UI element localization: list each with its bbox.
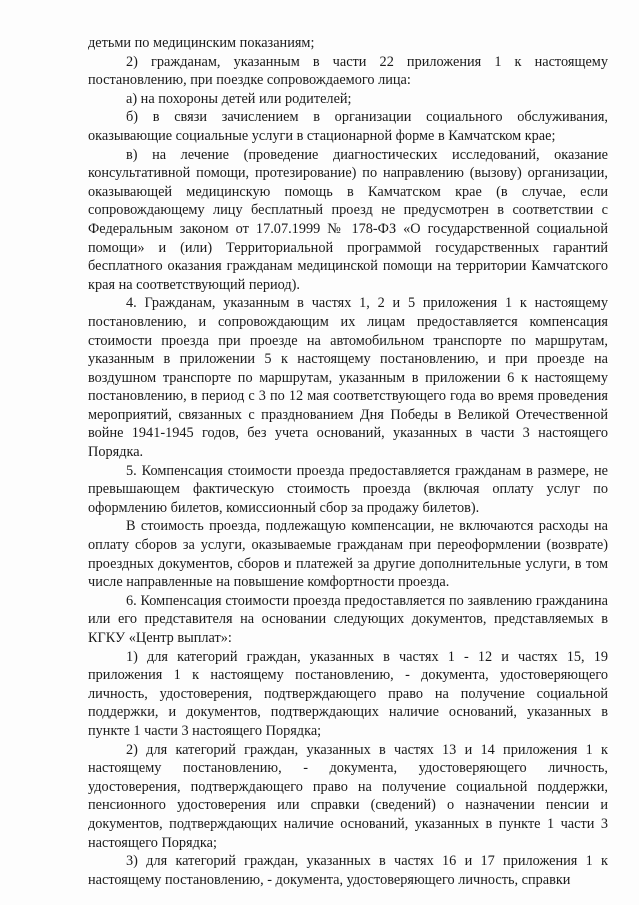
paragraph-section-6-item-1: 1) для категорий граждан, указанных в частях 1 - 12 и частях 15, 19 приложения 1 к настоящему постановлению, - документа, удостоверяющего личность, удостоверения, подтверждающего право на получение социальной поддержки, и документов, подтверждающих наличие оснований, указанных в пункте 1 части 3 настоящего Порядка; — [88, 648, 608, 739]
paragraph-section-4: 4. Гражданам, указанным в частях 1, 2 и 5 приложения 1 к настоящему постановлению, и сопровождающим их лицам предоставляется компенсация стоимости проезда при проезде на автомобильном транспорте по маршрутам, указанным в приложении 5 к настоящему постановлению, и при проезде на воздушном транспорте по маршрутам, указанным в приложении 6 к настоящему постановлению, в период с 3 по 12 мая соответствующего года во время проведения мероприятий, связанных с празднованием Дня Победы в Великой Отечественной войне 1941-1945 годов, без учета оснований, указанных в части 3 настоящего Порядка. — [88, 295, 608, 461]
paragraph-subitem-b: б) в связи зачислением в организации социального обслуживания, оказывающие социальные услуги в стационарной форме в Камчатском крае; — [88, 109, 608, 144]
paragraph-subitem-a: а) на похороны детей или родителей; — [126, 90, 352, 107]
paragraph-section-6-item-2: 2) для категорий граждан, указанных в частях 13 и 14 приложения 1 к настоящему постановлению, - документа, удостоверяющего личность, удостоверения, подтверждающего право на получение социальной поддержки, пенсионного удостоверения или справки (сведений) о назначении пенсии и документов, подтверждающих наличие оснований, указанных в пункте 1 части 3 настоящего Порядка; — [88, 741, 608, 851]
document-body — [88, 34, 608, 889]
paragraph-section-6-item-3: 3) для категорий граждан, указанных в частях 16 и 17 приложения 1 к настоящему постановлению, - документа, удостоверяющего личность, справки — [88, 853, 608, 888]
paragraph-section-6: 6. Компенсация стоимости проезда предоставляется по заявлению гражданина или его представителя на основании следующих документов, представляемых в КГКУ «Центр выплат»: — [88, 592, 608, 646]
paragraph-section-5-cost: В стоимость проезда, подлежащую компенсации, не включаются расходы на оплату сборов за услуги, оказываемые гражданам при переоформлении (возврате) проездных документов, сборов и платежей за другие дополнительные услуги, в том числе направленные на повышение комфортности проезда. — [88, 518, 608, 591]
paragraph-item-2: 2) гражданам, указанным в части 22 приложения 1 к настоящему постановлению, при поездке сопровождаемого лица: — [88, 53, 608, 89]
paragraph-continuation: детьми по медицинским показаниям; — [88, 35, 315, 51]
paragraph-subitem-v: в) на лечение (проведение диагностических исследований, оказание консультативной помощи, протезирование) по направлению (вызову) организации, оказывающей медицинскую помощь в Камчатском крае (в случае, если сопровождающему лицу бесплатный проезд не предусмотрен в соответствии с Федеральным законом от 17.07.1999 № 178-ФЗ «О государственной социальной помощи» и (или) Территориальной программой государственных гарантий бесплатного оказания гражданам медицинской помощи на территории Камчатского края на соответствующий период). — [88, 146, 608, 293]
paragraph-section-5: 5. Компенсация стоимости проезда предоставляется гражданам в размере, не превышающем фактическую стоимость проезда (включая оплату услуг по оформлению билетов, комиссионный сбор за продажу билетов). — [88, 462, 608, 516]
